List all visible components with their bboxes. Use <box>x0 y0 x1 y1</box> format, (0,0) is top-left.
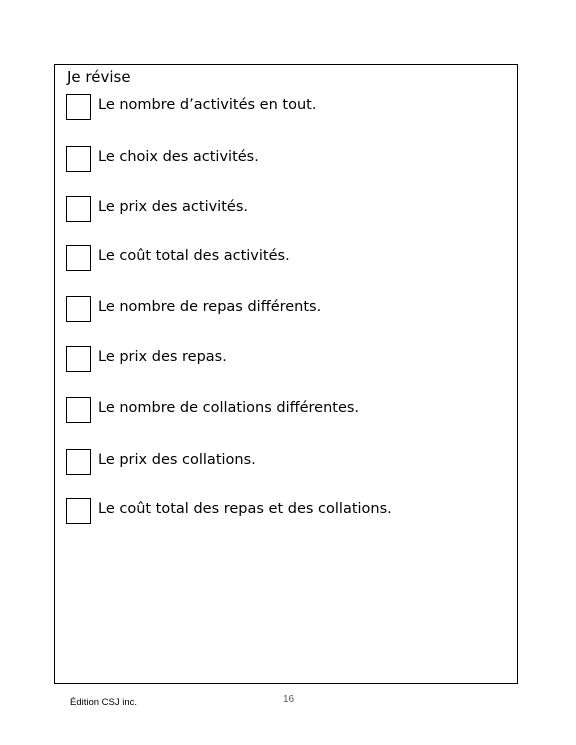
checklist-item-label: Le prix des collations. <box>98 452 256 468</box>
checklist-item <box>66 448 256 476</box>
checkbox[interactable] <box>66 296 91 322</box>
checklist-item <box>66 396 359 424</box>
checklist-item <box>66 497 392 525</box>
checkbox[interactable] <box>66 245 91 271</box>
page-number: 16 <box>283 694 295 705</box>
checkbox[interactable] <box>66 146 91 172</box>
checklist-item-label: Le coût total des repas et des collations. <box>98 501 392 517</box>
checklist-heading: Je révise <box>67 68 131 86</box>
checklist-item <box>66 93 316 121</box>
checklist-item-label: Le choix des activités. <box>98 149 259 165</box>
checklist-item-label: Le nombre de repas différents. <box>98 299 322 315</box>
checkbox[interactable] <box>66 397 91 423</box>
checkbox[interactable] <box>66 94 91 120</box>
checklist-item-label: Le prix des activités. <box>98 199 248 215</box>
checklist-frame <box>54 64 518 684</box>
checklist-item-label: Le coût total des activités. <box>98 248 290 264</box>
checklist-item <box>66 244 290 272</box>
checkbox[interactable] <box>66 449 91 475</box>
checklist-item <box>66 295 321 323</box>
checkbox[interactable] <box>66 498 91 524</box>
checklist-item-label: Le nombre d’activités en tout. <box>98 97 317 113</box>
checklist-item <box>66 345 227 373</box>
publisher-footer: Édition CSJ inc. <box>70 697 138 708</box>
checkbox[interactable] <box>66 196 91 222</box>
checklist-item <box>66 145 259 173</box>
checklist-item-label: Le nombre de collations différentes. <box>98 400 360 416</box>
checklist-item <box>66 195 248 223</box>
checklist-item-label: Le prix des repas. <box>98 349 227 365</box>
checkbox[interactable] <box>66 346 91 372</box>
